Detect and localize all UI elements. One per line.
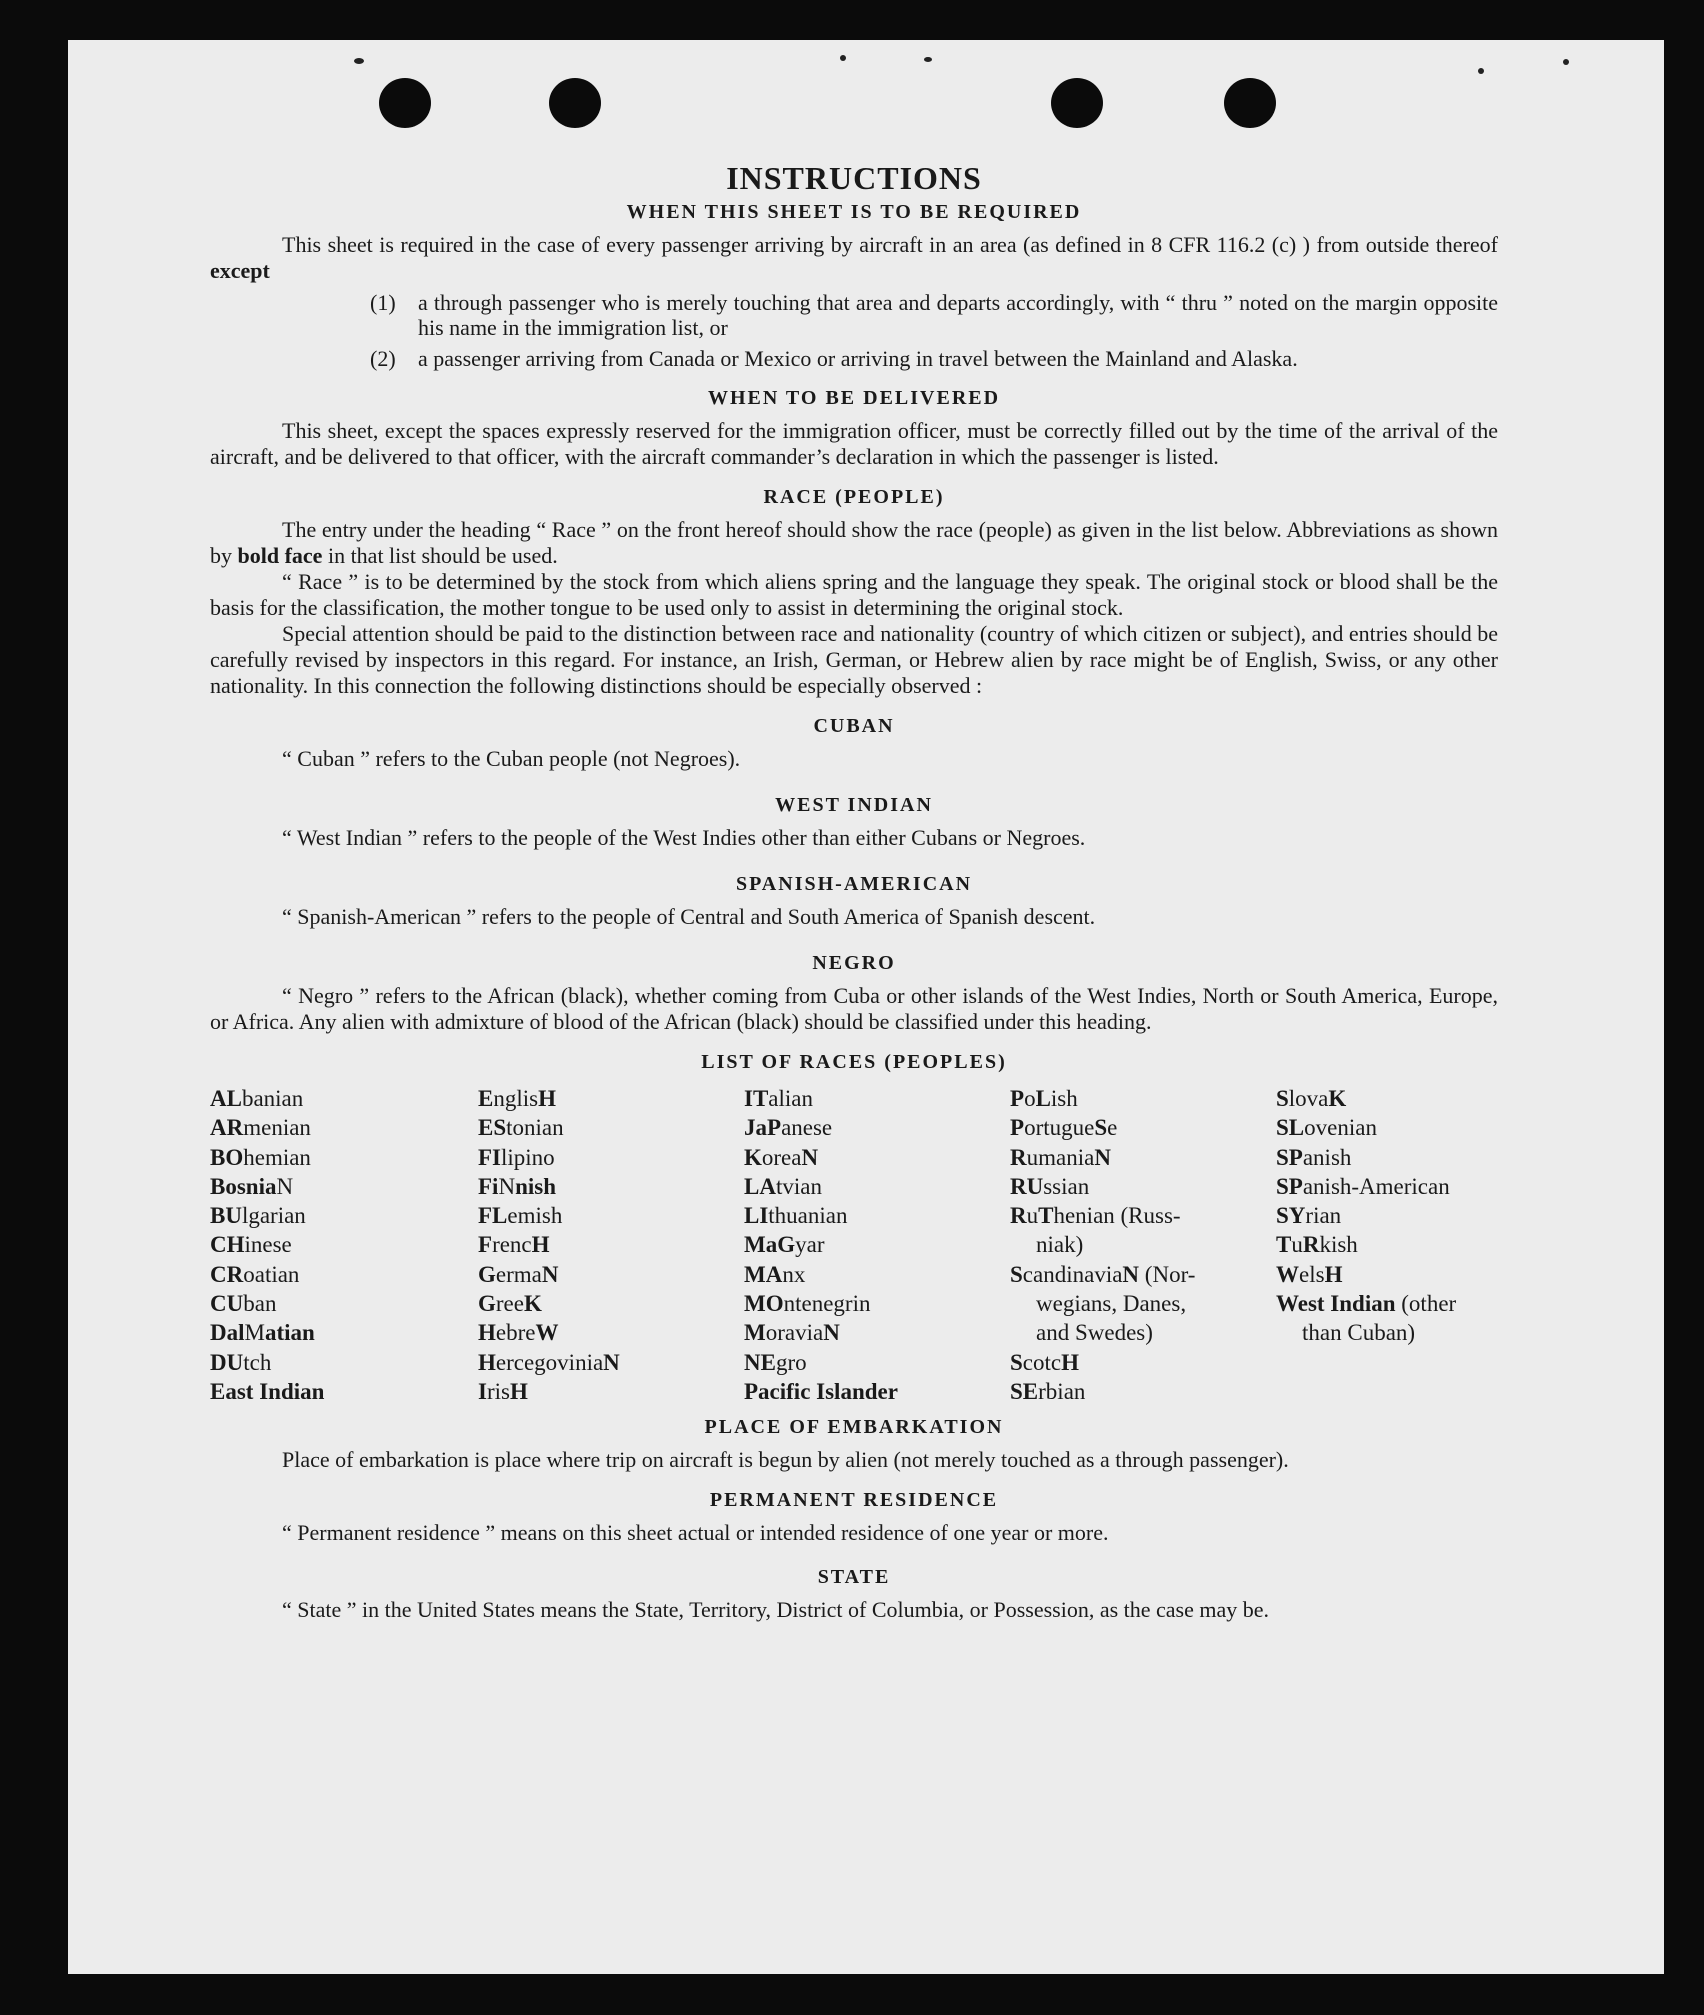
race-entry: MOntenegrin [744, 1291, 871, 1317]
race-entry: SlovaK [1276, 1086, 1347, 1111]
heading-west-indian: WEST INDIAN [775, 794, 933, 816]
race-entry: FrencH [478, 1232, 550, 1258]
heading-residence: PERMANENT RESIDENCE [709, 1489, 999, 1512]
race-entry: BOhemian [210, 1144, 311, 1170]
race-entry: RUssian [1010, 1173, 1090, 1199]
race-entry: SYrian [1276, 1203, 1342, 1229]
race-entry: EnglisH [478, 1086, 556, 1111]
heading-spanish-american: SPANISH-AMERICAN [735, 873, 973, 895]
race-entry: DUtch [210, 1349, 272, 1375]
cuban-paragraph: “ Cuban ” refers to the Cuban people (not Negroes). [282, 746, 741, 771]
negro-paragraph: “ Negro ” refers to the African (black), whether coming from Cuba or other islands of the West Indies, North or South America, Europe, or Africa. Any alien with admixture of blood of the African (black) should be classified under this heading. [210, 983, 1498, 1034]
heading-negro: NEGRO [812, 952, 896, 974]
race-entry: LIthuanian [744, 1203, 848, 1229]
race-entry: FIlipino [478, 1144, 555, 1170]
race-entry: than Cuban) [1302, 1320, 1416, 1346]
race-entry: PoLish [1010, 1086, 1078, 1111]
embarkation-paragraph: Place of embarkation is place where trip on aircraft is begun by alien (not merely touched as a through passenger). [282, 1447, 1289, 1473]
races-list [210, 1084, 1498, 1406]
race-entry: NEgro [744, 1349, 807, 1375]
race-entry: EStonian [478, 1115, 564, 1141]
race-entry: TuRkish [1276, 1232, 1358, 1258]
punch-hole [1224, 78, 1276, 128]
race-entry: GermaN [478, 1261, 559, 1287]
race-entry: ScotcH [1010, 1349, 1079, 1375]
race-entry: HercegoviniaN [478, 1349, 620, 1375]
race-paragraph-3: Special attention should be paid to the distinction between race and nationality (country of which citizen or subject), and entries should be carefully revised by inspectors in this regard. For instance, an Irish, German, or Hebrew alien by race might be of English, Swiss, or any other nationality. In this connection the following distinctions should be especially observed : [210, 621, 1498, 698]
race-entry: MAnx [744, 1261, 806, 1287]
race-entry: ALbanian [210, 1086, 304, 1111]
race-paragraph-2: “ Race ” is to be determined by the stock from which aliens spring and the language they speak. The original stock or blood shall be the basis for the classification, the mother tongue to be used only to assist in determining the original stock. [210, 569, 1498, 620]
race-entry: WelsH [1276, 1261, 1343, 1287]
race-entry: CHinese [210, 1232, 292, 1258]
speck [840, 55, 846, 61]
races-column-3 [744, 1084, 1010, 1406]
race-entry: niak) [1036, 1232, 1084, 1258]
residence-paragraph: “ Permanent residence ” means on this sheet actual or intended residence of one year or more. [282, 1520, 1109, 1546]
required-paragraph: This sheet is required in the case of every passenger arriving by aircraft in an area (as defined in 8 CFR 116.2 (c) ) from outside thereof except [210, 232, 1498, 283]
speck [924, 57, 932, 62]
race-entry: ITalian [744, 1086, 813, 1111]
punch-hole [1051, 78, 1103, 128]
exception-item-2: (2) a passenger arriving from Canada or Mexico or arriving in travel between the Mainland and Alaska. [370, 346, 1298, 371]
race-entry: JaPanese [744, 1115, 833, 1141]
punch-hole [379, 78, 431, 128]
state-paragraph: “ State ” in the United States means the State, Territory, District of Columbia, or Possession, as the case may be. [282, 1597, 1270, 1623]
race-entry: SPanish [1276, 1144, 1352, 1170]
race-entry: CUban [210, 1291, 277, 1317]
punch-hole [549, 78, 601, 128]
race-entry: LAtvian [744, 1173, 822, 1199]
races-column-2 [478, 1084, 744, 1406]
speck [1563, 59, 1569, 65]
races-column-4 [1010, 1084, 1276, 1406]
race-entry: SErbian [1010, 1378, 1086, 1404]
race-entry: SLovenian [1276, 1115, 1377, 1141]
race-entry: Pacific Islander [744, 1378, 898, 1404]
race-entry: FiNnish [478, 1173, 557, 1199]
heading-race: RACE (PEOPLE) [763, 486, 945, 508]
races-column-1 [210, 1084, 478, 1406]
race-entry: KoreaN [744, 1144, 819, 1170]
except-bold: except [210, 258, 270, 283]
race-entry: MoraviaN [744, 1320, 840, 1346]
race-entry: BosniaN [210, 1173, 294, 1199]
delivered-paragraph: This sheet, except the spaces expressly reserved for the immigration officer, must be correctly filled out by the time of the arrival of the aircraft, and be delivered to that officer, with the aircraft commander’s declaration in which the passenger is listed. [210, 418, 1498, 469]
document-page [68, 40, 1664, 1974]
race-entry: SPanish-American [1276, 1173, 1450, 1199]
exception-item-1: (1) a through passenger who is merely touching that area and departs accordingly, with “ thru ” noted on the margin opposite his name in the immigration list, or [370, 290, 1498, 340]
race-entry: ARmenian [210, 1115, 311, 1141]
race-entry: RumaniaN [1010, 1144, 1111, 1170]
race-entry: BUlgarian [210, 1203, 306, 1229]
race-entry: FLemish [478, 1203, 563, 1229]
race-entry: East Indian [210, 1378, 325, 1404]
heading-required: WHEN THIS SHEET IS TO BE REQUIRED [626, 201, 1082, 223]
race-entry: West Indian (other [1276, 1291, 1457, 1317]
heading-state: STATE [817, 1566, 891, 1589]
race-entry: RuThenian (Russ- [1010, 1203, 1181, 1229]
race-entry: PortugueSe [1010, 1115, 1118, 1141]
heading-delivered: WHEN TO BE DELIVERED [707, 387, 1001, 409]
race-paragraph-1: The entry under the heading “ Race ” on the front hereof should show the race (people) as given in the list below. Abbreviations as shown by bold face in that list should be used. [210, 517, 1498, 568]
race-entry: wegians, Danes, [1036, 1291, 1187, 1317]
race-entry: CRoatian [210, 1261, 300, 1287]
races-column-5 [1276, 1084, 1516, 1406]
page-title: INSTRUCTIONS [726, 160, 982, 196]
instructions-content [210, 160, 1498, 1623]
race-entry: ScandinaviaN (Nor- [1010, 1261, 1196, 1287]
heading-list-of-races: LIST OF RACES (PEOPLES) [701, 1051, 1007, 1073]
west-indian-paragraph: “ West Indian ” refers to the people of the West Indies other than either Cubans or Negroes. [282, 825, 1086, 850]
race-entry: DalMatian [210, 1320, 315, 1346]
race-entry: MaGyar [744, 1232, 825, 1258]
race-entry: GreeK [478, 1291, 542, 1317]
heading-cuban: CUBAN [813, 715, 895, 737]
heading-embarkation: PLACE OF EMBARKATION [704, 1416, 1004, 1439]
speck [1478, 68, 1484, 74]
speck [354, 58, 364, 64]
spanish-american-paragraph: “ Spanish-American ” refers to the people of Central and South America of Spanish descent. [282, 904, 1096, 929]
race-entry: and Swedes) [1036, 1320, 1153, 1346]
race-entry: IrisH [478, 1378, 528, 1404]
race-entry: HebreW [478, 1320, 559, 1346]
